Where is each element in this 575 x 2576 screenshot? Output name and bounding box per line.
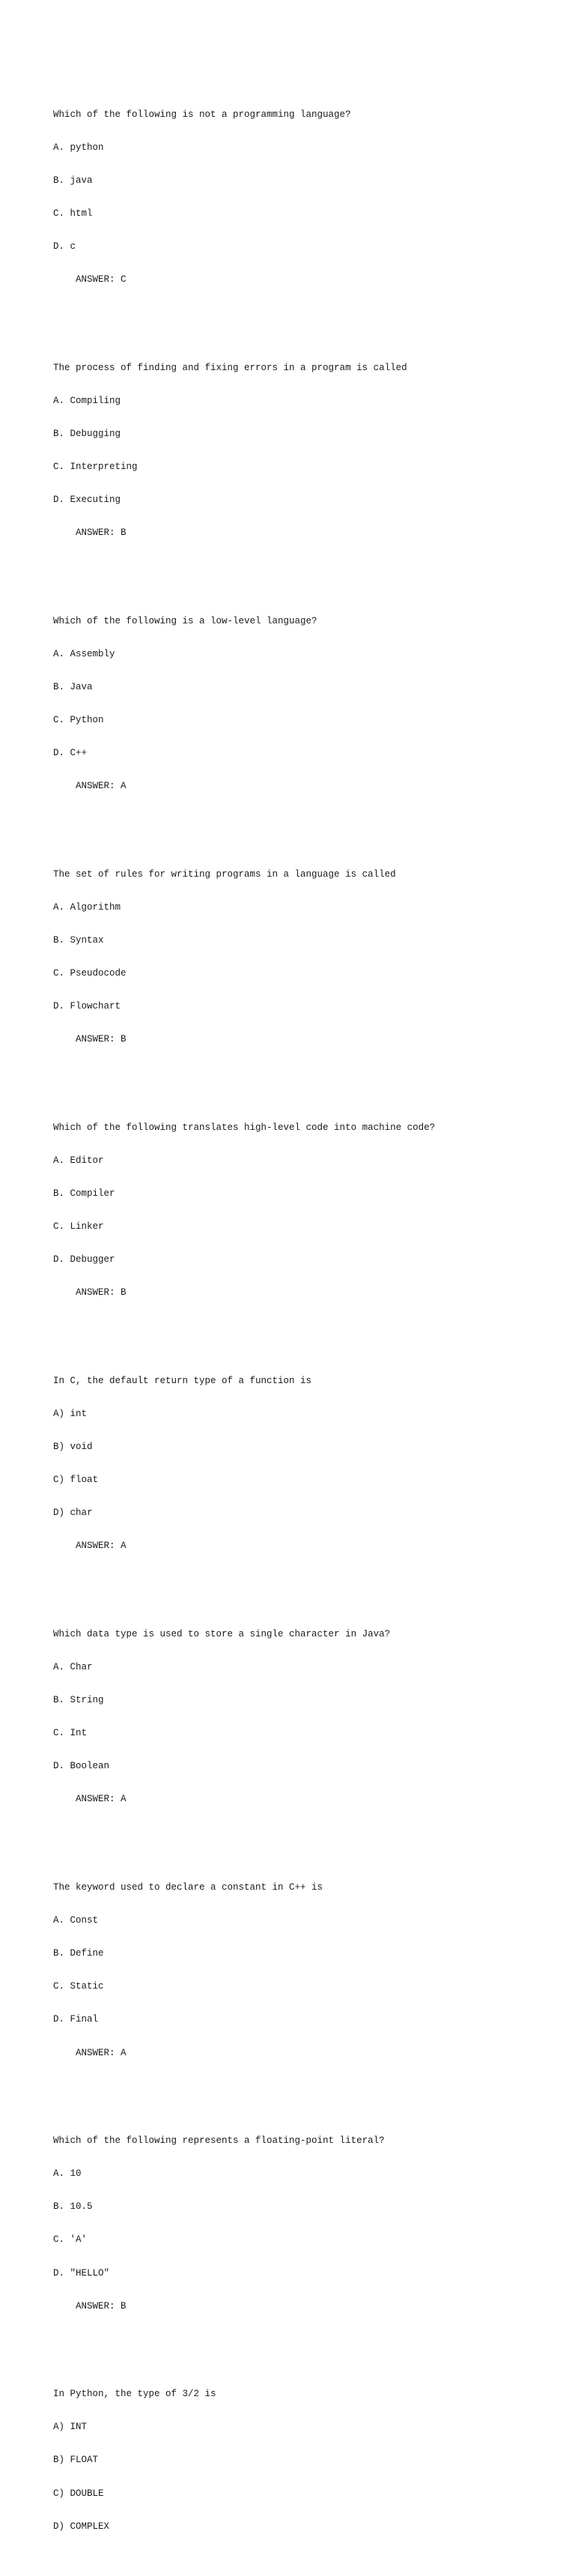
option-a: A. Assembly — [53, 648, 115, 659]
option-d: D. Executing — [53, 494, 121, 505]
option-d: D. "HELLO" — [53, 2267, 110, 2279]
question-block — [53, 340, 547, 560]
option-d: D) COMPLEX — [53, 2521, 110, 2532]
answer-line: ANSWER: A — [76, 1541, 127, 1552]
question-block — [53, 87, 547, 307]
answer-line: ANSWER: B — [76, 1287, 127, 1298]
question-text: Which of the following is not a programming language? — [53, 109, 351, 120]
option-b: B. Define — [53, 1948, 104, 1959]
option-d: D. Final — [53, 2014, 99, 2025]
question-text: Which data type is used to store a single character in Java? — [53, 1628, 391, 1639]
answer-line: ANSWER: C — [76, 273, 127, 285]
question-block — [53, 1607, 547, 1827]
option-a: A. Algorithm — [53, 901, 121, 913]
option-a: A. Editor — [53, 1155, 104, 1166]
answer-line: ANSWER: A — [76, 1794, 127, 1805]
option-b: B) FLOAT — [53, 2455, 99, 2466]
question-block — [53, 593, 547, 814]
option-a: A. Compiling — [53, 395, 121, 406]
option-a: A) int — [53, 1409, 88, 1419]
option-c: C. Int — [53, 1728, 88, 1739]
option-d: D. Debugger — [53, 1254, 115, 1266]
question-block — [53, 847, 547, 1067]
option-d: D) char — [53, 1508, 93, 1519]
question-text: Which of the following translates high-level code into machine code? — [53, 1122, 436, 1133]
option-b: B. java — [53, 175, 93, 186]
question-text: In Python, the type of 3/2 is — [53, 2389, 216, 2400]
answer-line: ANSWER: A — [76, 2047, 127, 2058]
question-text: The keyword used to declare a constant in C++ is — [53, 1882, 323, 1893]
option-c: C. Python — [53, 714, 104, 725]
option-a: A. Char — [53, 1662, 93, 1673]
option-c: C) DOUBLE — [53, 2488, 104, 2499]
option-a: A. python — [53, 142, 104, 153]
option-c: C. Linker — [53, 1221, 104, 1233]
option-b: B. Syntax — [53, 934, 104, 946]
question-block — [53, 2367, 547, 2554]
option-b: B) void — [53, 1442, 93, 1453]
option-b: B. 10.5 — [53, 2201, 93, 2213]
question-text: Which of the following is a low-level language? — [53, 615, 317, 626]
option-c: C. html — [53, 208, 93, 219]
answer-line: ANSWER: A — [76, 781, 127, 792]
option-b: B. String — [53, 1695, 104, 1706]
question-text: The set of rules for writing programs in a language is called — [53, 868, 396, 880]
option-b: B. Debugging — [53, 428, 121, 439]
question-block — [53, 1354, 547, 1574]
question-block — [53, 1860, 547, 2081]
option-b: B. Compiler — [53, 1188, 115, 1200]
question-text: The process of finding and fixing errors in a program is called — [53, 362, 407, 373]
option-a: A) INT — [53, 2422, 88, 2433]
answer-line: ANSWER: B — [76, 1034, 127, 1045]
option-d: D. C++ — [53, 748, 88, 759]
option-c: C) float — [53, 1475, 99, 1486]
option-a: A. 10 — [53, 2168, 82, 2180]
option-c: C. Pseudocode — [53, 968, 127, 979]
option-b: B. Java — [53, 681, 93, 692]
option-c: C. 'A' — [53, 2234, 88, 2246]
option-d: D. Flowchart — [53, 1001, 121, 1012]
answer-line: ANSWER: B — [76, 2300, 127, 2312]
answer-line: ANSWER: B — [76, 527, 127, 539]
option-d: D. c — [53, 241, 76, 252]
question-block — [53, 2114, 547, 2334]
option-c: C. Interpreting — [53, 461, 138, 472]
question-text: In C, the default return type of a function is — [53, 1375, 312, 1386]
question-text: Which of the following represents a floating-point literal? — [53, 2135, 385, 2147]
question-block — [53, 1100, 547, 1320]
quiz-document — [53, 54, 547, 2576]
option-d: D. Boolean — [53, 1761, 110, 1772]
option-a: A. Const — [53, 1915, 99, 1926]
option-c: C. Static — [53, 1981, 104, 1992]
